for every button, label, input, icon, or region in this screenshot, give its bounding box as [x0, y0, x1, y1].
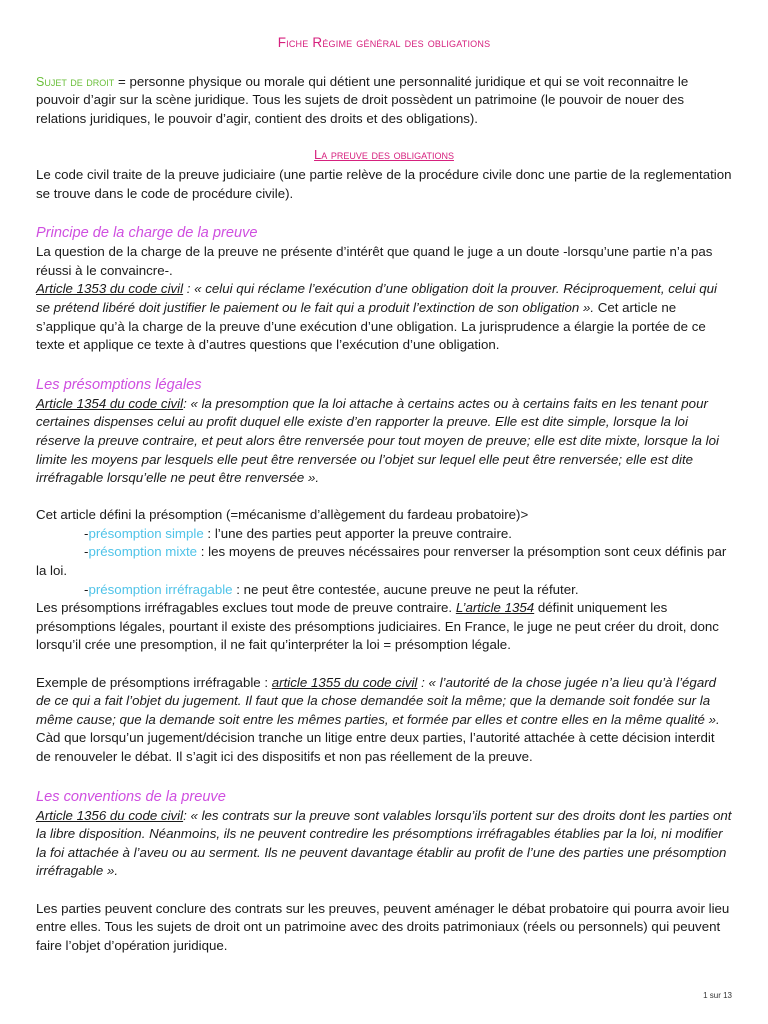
presomption-definition: Cet article défini la présomption (=mécanisme d’allègement du fardeau probatoire)> [36, 507, 529, 523]
conventions-paragraph: Les parties peuvent conclure des contrats sur les preuves, peuvent aménager le débat probatoire qui pourra avoir lieu entre elles. Tous les sujets de droit ont un patrimoine avec des droits patrimoniaux (réels ou personnels) qui peuvent faire l’objet d’opération juridique. [36, 900, 730, 953]
term-irrefragable-text: : ne peut être contestée, aucune preuve ne peut la réfuter. [232, 581, 579, 597]
presomptions-text-a: Les présomptions irréfragables exclues tout mode de preuve contraire. [36, 600, 456, 616]
presomption-item-irrefragable: -présomption irréfragable : ne peut être contestée, aucune preuve ne peut la réfuter. [84, 581, 579, 597]
article-1354-ref: Article 1354 du code civil [36, 395, 184, 411]
term-irrefragable: présomption irréfragable [88, 581, 233, 597]
term-mixte-text: : les moyens de preuves nécéssaires pour renverser la présomption sont ceux définis par la loi. [36, 544, 727, 579]
article-1355-ref: article 1355 du code civil [271, 674, 418, 690]
article-1354-quote: : « la presomption que la loi attache à certains actes ou à certains faits en les tenant pour certaines dispenses celui au profit duquel elle existe d’en rapporter la preuve. Elle est dite simple, lorsque la loi réserve la preuve contraire, et peut alors être renversée pour tout moyen de preuve; elle est dite mixte, lorsque la loi limite les moyens par lesquels elle peut être renversée ou l’objet sur lequel elle peut être renversée; elle est dite irréfragable lorsqu’elle ne peut être renversée ». [36, 395, 719, 486]
section-intro: Le code civil traite de la preuve judiciaire (une partie relève de la procédure civile donc une partie de la reglementation se trouve dans le code de procédure civile). [36, 166, 732, 201]
article-1354-inline-ref: L’article 1354 [455, 600, 535, 616]
example-paragraph [36, 674, 732, 767]
presomptions-paragraph [36, 599, 732, 655]
heading-charge-preuve: Principe de la charge de la preuve [36, 225, 258, 242]
spacer [36, 881, 732, 900]
charge-paragraph-1: La question de la charge de la preuve ne présente d’intérêt que quand le juge a un doute -lorsqu’une partie n’a pas réussi à le convaincre-. [36, 244, 713, 278]
presomptions-text-b: définit uniquement les présomptions légales, pourtant il existe des présomptions judiciaires. En France, le juge ne peut créer du droit, donc lorsqu’il crée une presomption, il ne fait qu’interpréter la loi = présomption légale. [36, 600, 719, 653]
article-1353-ref: Article 1353 du code civil [36, 281, 184, 297]
sujet-de-droit-label: Sujet de droit [36, 74, 115, 89]
heading-presomptions: Les présomptions légales [36, 376, 202, 393]
term-simple: présomption simple [88, 525, 204, 541]
term-simple-text: : l’une des parties peut apporter la preuve contraire. [203, 525, 512, 541]
example-commentary: Càd que lorsqu’un jugement/décision tranche un litige entre deux parties, l’autorité attachée à cette décision interdit de renouveler le débat. Il s’agit ici des dispositifs et non pas réellement de la preuve. [36, 730, 715, 764]
section-title-text: La preuve des obligations [314, 147, 454, 163]
page-title: Fiche Régime général des obligations [277, 35, 491, 50]
example-intro: Exemple de présomptions irréfragable : [36, 674, 272, 690]
spacer [36, 488, 732, 507]
heading-conventions: Les conventions de la preuve [36, 788, 226, 805]
intro-text: = personne physique ou morale qui détient une personnalité juridique et qui se voit reconnaitre le pouvoir d’agir sur la scène juridique. Tous les sujets de droit possèdent un patrimoine (le pouvoir de nouer des relations juridiques, le pouvoir d’agir, contient des droits et des obligations). [36, 73, 689, 126]
spacer [36, 655, 732, 674]
conventions-article-paragraph [36, 807, 732, 881]
article-1356-quote: : « les contrats sur la preuve sont valables lorsqu’ils portent sur des droits dont les parties ont la libre disposition. Néanmoins, ils ne peuvent contredire les présomptions irréfragables établies par la loi, ni modifier la foi attachée à l’aveu ou au serment. Ils ne peuvent davantage établir au profit de l’une des parties une présomption irréfragable ». [36, 807, 732, 879]
page-number: 1 sur 13 [703, 991, 732, 1001]
charge-commentary: Cet article ne s’applique qu’à la charge de la preuve d’une exécution d’une obligation. La jurisprudence a élargie la portée de ce texte et applique ce texte à d’autres questions que l’exécution d’une obligation. [36, 299, 706, 353]
section-title [36, 146, 732, 165]
article-1356-ref: Article 1356 du code civil [36, 807, 184, 823]
presomption-item-mixte: -présomption mixte : les moyens de preuves nécéssaires pour renverser la présomption sont ceux définis par la loi. [36, 544, 727, 579]
article-1353-quote: : « celui qui réclame l’exécution d’une obligation doit la prouver. Réciproquement, celui qui se prétend libéré doit justifier le paiement ou le fait qui a produit l’extinction de son obligation ». [36, 281, 718, 315]
presomption-item-simple: -présomption simple : l’une des parties peut apporter la preuve contraire. [84, 525, 512, 541]
term-mixte: présomption mixte [88, 544, 198, 560]
presomptions-article-paragraph [36, 395, 732, 488]
intro-paragraph [36, 73, 732, 129]
article-1355-quote: : « l’autorité de la chose jugée n’a lieu qu’à l’égard de ce qui a fait l’objet du jugement. Il faut que la chose demandée soit la même; que la demande soit fondée sur la même cause; que la demande soit entre les mêmes parties, et formée par elles et contre elles en la même qualité ». [36, 674, 720, 727]
charge-article-paragraph [36, 280, 732, 354]
